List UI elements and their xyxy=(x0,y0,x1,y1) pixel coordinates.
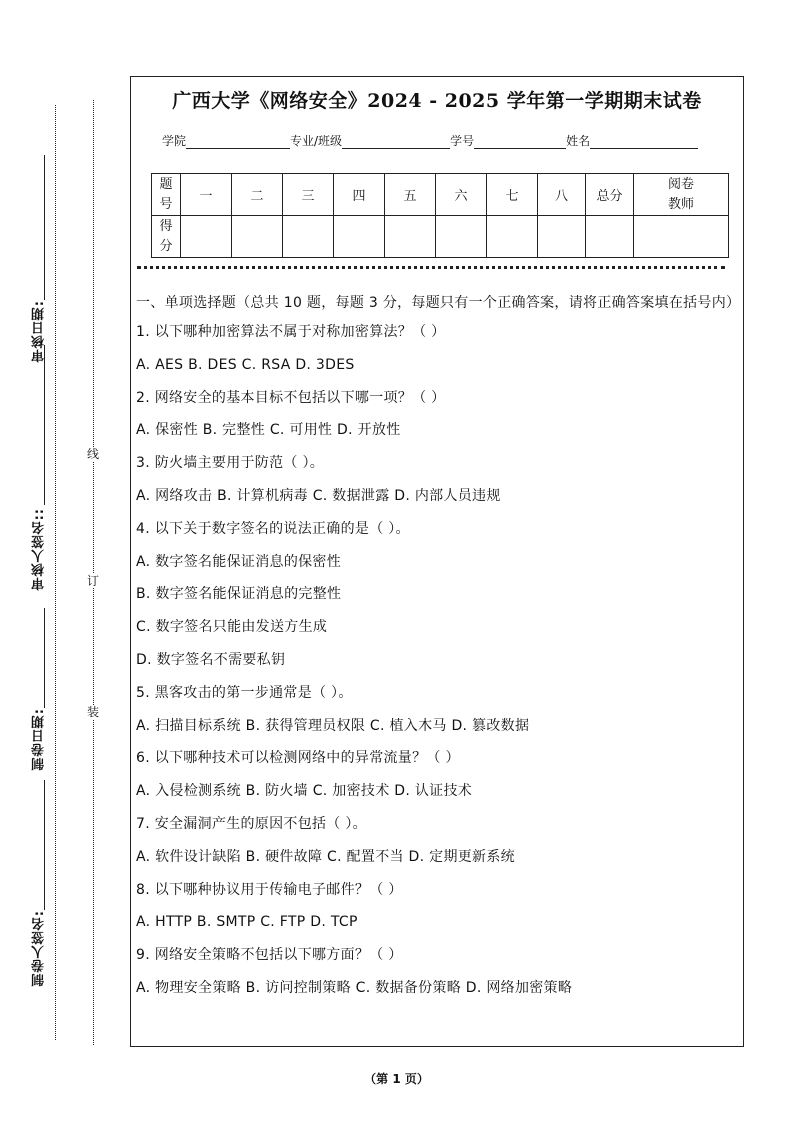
seal-char-mount: 装 xyxy=(87,705,100,719)
question-7: 7. 安全漏洞产生的原因不包括（ ）。 xyxy=(136,815,367,832)
seal-dotted-line xyxy=(93,100,94,1045)
score-col-grader: 阅卷教师 xyxy=(634,174,729,216)
score-cell-total[interactable] xyxy=(586,216,634,258)
page-number: （第 1 页） xyxy=(364,1072,429,1086)
question-7-options: A. 软件设计缺陷 B. 硬件故障 C. 配置不当 D. 定期更新系统 xyxy=(136,848,515,865)
question-3: 3. 防火墙主要用于防范（ ）。 xyxy=(136,455,325,472)
question-4: 4. 以下关于数字签名的说法正确的是（ ）。 xyxy=(136,520,410,537)
score-cell-7[interactable] xyxy=(487,216,538,258)
score-table-row1-label: 题号 xyxy=(152,174,181,216)
question-6: 6. 以下哪种技术可以检测网络中的异常流量？（ ） xyxy=(136,750,460,767)
score-table-header-row xyxy=(152,174,729,216)
maker-date-label: 制卷日期: xyxy=(32,708,47,771)
section-1-content xyxy=(136,291,741,1005)
maker-signature-label: 制卷人签名: xyxy=(32,910,47,987)
review-date-line xyxy=(44,155,45,300)
question-8: 8. 以下哪种协议用于传输电子邮件？（ ） xyxy=(136,881,403,898)
maker-signature-line xyxy=(44,780,45,910)
field-name-input[interactable] xyxy=(590,134,698,149)
score-cell-8[interactable] xyxy=(538,216,586,258)
reviewer-signature-line xyxy=(44,345,45,505)
sidebar-dotted-line-left xyxy=(55,105,56,1040)
question-8-options: A. HTTP B. SMTP C. FTP D. TCP xyxy=(136,914,358,931)
score-cell-6[interactable] xyxy=(436,216,487,258)
field-major-label: 专业/班级 xyxy=(290,134,343,148)
score-table-row2-label: 得分 xyxy=(152,216,181,258)
question-5: 5. 黑客攻击的第一步通常是（ ）。 xyxy=(136,684,353,701)
score-table xyxy=(151,173,729,258)
question-4-option-d: D. 数字签名不需要私钥 xyxy=(136,651,286,668)
field-college-label: 学院 xyxy=(162,134,187,148)
exam-title: 广西大学《网络安全》2024 - 2025 学年第一学期期末试卷 xyxy=(172,90,702,112)
student-info-row xyxy=(162,132,698,149)
seal-char-bind: 订 xyxy=(87,574,100,588)
score-col-4: 四 xyxy=(334,174,385,216)
score-table-score-row xyxy=(152,216,729,258)
question-3-options: A. 网络攻击 B. 计算机病毒 C. 数据泄露 D. 内部人员违规 xyxy=(136,487,501,504)
question-6-options: A. 入侵检测系统 B. 防火墙 C. 加密技术 D. 认证技术 xyxy=(136,783,473,800)
question-5-options: A. 扫描目标系统 B. 获得管理员权限 C. 植入木马 D. 篡改数据 xyxy=(136,717,530,734)
question-2: 2. 网络安全的基本目标不包括以下哪一项？（ ） xyxy=(136,389,446,406)
question-2-options: A. 保密性 B. 完整性 C. 可用性 D. 开放性 xyxy=(136,422,401,439)
score-col-7: 七 xyxy=(487,174,538,216)
reviewer-signature-label: 审核人签名:: xyxy=(32,508,47,591)
score-col-1: 一 xyxy=(181,174,232,216)
field-id-input[interactable] xyxy=(474,134,566,149)
field-id-label: 学号 xyxy=(450,134,475,148)
field-name-label: 姓名 xyxy=(566,134,591,148)
maker-date-line xyxy=(44,608,45,708)
header-dotted-separator xyxy=(137,266,725,269)
score-col-8: 八 xyxy=(538,174,586,216)
question-4-option-b: B. 数字签名能保证消息的完整性 xyxy=(136,586,342,603)
score-col-5: 五 xyxy=(385,174,436,216)
field-major-input[interactable] xyxy=(342,134,450,149)
score-cell-4[interactable] xyxy=(334,216,385,258)
review-date-label: 审核日期: xyxy=(32,300,47,363)
question-4-option-c: C. 数字签名只能由发送方生成 xyxy=(136,619,328,636)
score-col-total: 总分 xyxy=(586,174,634,216)
field-college-input[interactable] xyxy=(186,134,290,149)
section-1-heading: 一、单项选择题（总共 10 题，每题 3 分，每题只有一个正确答案，请将正确答案填在括号内） xyxy=(136,295,741,311)
question-4-option-a: A. 数字签名能保证消息的保密性 xyxy=(136,553,342,570)
seal-char-line: 线 xyxy=(87,447,100,461)
question-1: 1. 以下哪种加密算法不属于对称加密算法？（ ） xyxy=(136,324,446,340)
question-9-options: A. 物理安全策略 B. 访问控制策略 C. 数据备份策略 D. 网络加密策略 xyxy=(136,979,573,996)
question-1-options: A. AES B. DES C. RSA D. 3DES xyxy=(136,356,355,373)
question-9: 9. 网络安全策略不包括以下哪方面？（ ） xyxy=(136,947,403,964)
score-cell-1[interactable] xyxy=(181,216,232,258)
score-cell-5[interactable] xyxy=(385,216,436,258)
score-cell-2[interactable] xyxy=(232,216,283,258)
score-col-3: 三 xyxy=(283,174,334,216)
score-col-2: 二 xyxy=(232,174,283,216)
score-col-6: 六 xyxy=(436,174,487,216)
score-cell-3[interactable] xyxy=(283,216,334,258)
score-cell-grader[interactable] xyxy=(634,216,729,258)
